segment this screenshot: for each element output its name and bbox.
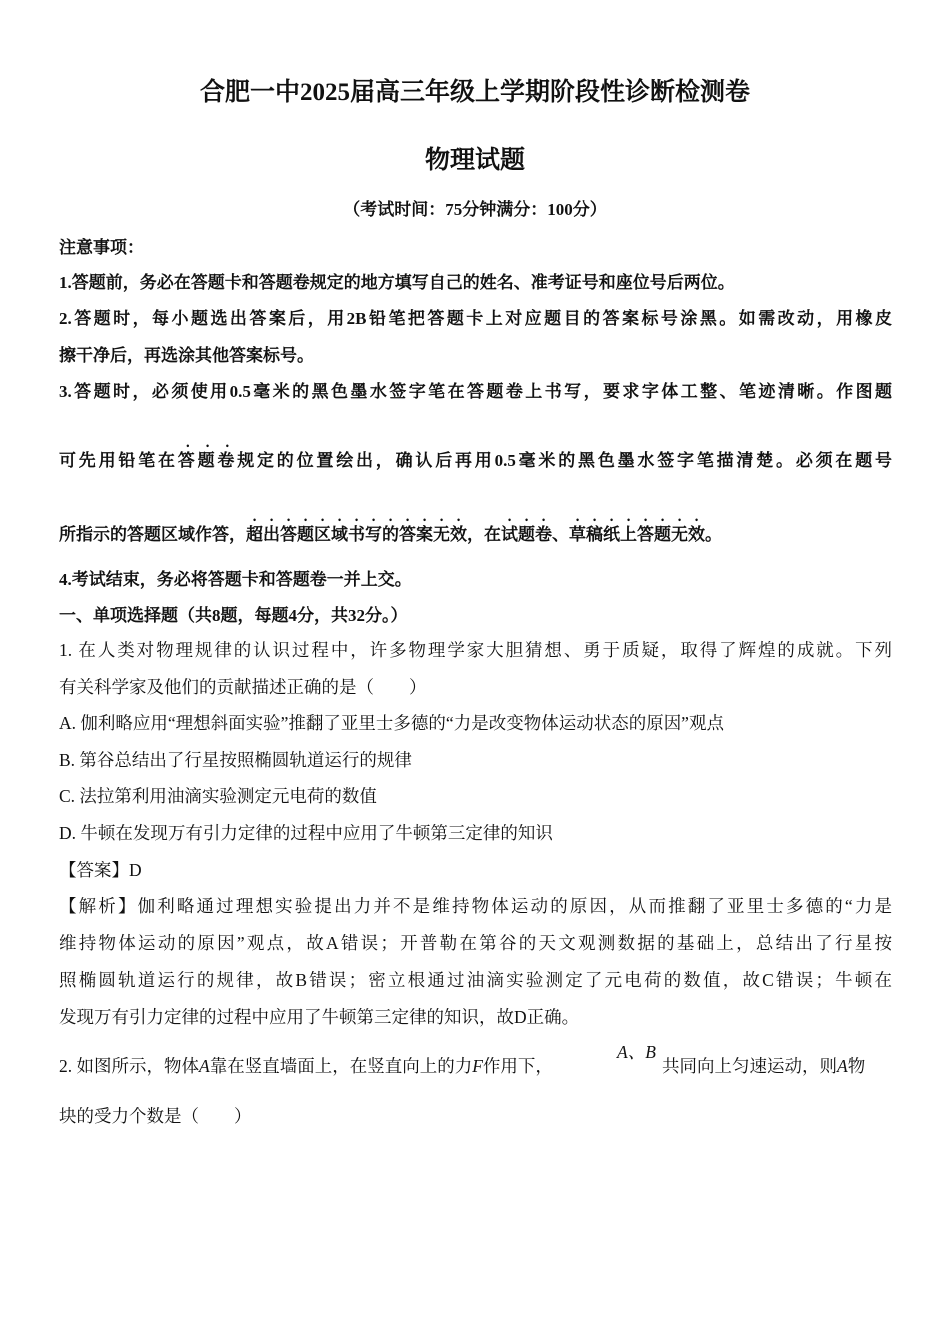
q2-text: 2. 如图所示，物体 — [59, 1056, 199, 1076]
note-2-line-1: 2.答题时，每小题选出答案后，用2B铅笔把答题卡上对应题目的答案标号涂黑。如需改动，用橡皮 — [59, 309, 892, 328]
note-3-line-1: 3.答题时，必须使用0.5毫米的黑色墨水签字笔在答题卷上书写，要求字体工整、笔迹清晰。作图题 — [59, 382, 892, 401]
emphasis-out-of-area-invalid: 超出答题区域书写的答案无效 — [246, 525, 467, 544]
note-3-text: 、 — [552, 525, 569, 544]
note-3-text: 所指示的答题区域作答， — [59, 525, 246, 544]
q1-explanation-line-3: 照椭圆轨道运行的规律，故B错误；密立根通过油滴实验测定了元电荷的数值，故C错误；牛顿在 — [59, 970, 892, 990]
q2-stem-line-1 — [59, 1042, 892, 1079]
q1-option-a: A. 伽利略应用“理想斜面实验”推翻了亚里士多德的“力是改变物体运动状态的原因”观点 — [59, 713, 724, 733]
q2-stem-line-2: 块的受力个数是（ ） — [59, 1106, 252, 1126]
q2-text: 作用下， — [482, 1056, 553, 1076]
note-3-line-3 — [59, 515, 722, 545]
note-3-text: 规定的位置绘出，确认后再用0.5毫米的黑色墨水签字笔描清楚。必须在题号 — [237, 451, 893, 470]
q1-option-b: B. 第谷总结出了行星按照椭圆轨道运行的规律 — [59, 750, 412, 770]
q1-stem-line-1: 1. 在人类对物理规律的认识过程中，许多物理学家大胆猜想、勇于质疑，取得了辉煌的成就。下列 — [59, 640, 892, 660]
note-4: 4.考试结束，务必将答题卡和答题卷一并上交。 — [59, 570, 412, 589]
q1-explanation-line-2: 维持物体运动的原因”观点，故A错误；开普勒在第谷的天文观测数据的基础上，总结出了行星按 — [59, 933, 892, 953]
q2-text: 共同向上匀速运动，则 — [662, 1056, 837, 1076]
q1-explanation-line-4: 发现万有引力定律的过程中应用了牛顿第三定律的知识，故D正确。 — [59, 1007, 580, 1027]
note-2-line-2: 擦干净后，再选涂其他答案标号。 — [59, 346, 314, 365]
note-3-text: ，在 — [467, 525, 501, 544]
q2-text: 靠在竖直墙面上，在竖直向上的力 — [209, 1056, 473, 1076]
emphasis-test-paper: 试题卷 — [501, 525, 552, 544]
note-3-text: 可先用铅笔在 — [59, 451, 178, 470]
q2-stem-tail — [662, 1053, 865, 1078]
q1-option-c: C. 法拉第利用油滴实验测定元电荷的数值 — [59, 786, 377, 806]
exam-title: 合肥一中2025届高三年级上学期阶段性诊断检测卷 — [199, 79, 750, 106]
section-1-heading: 一、单项选择题（共8题，每题4分，共32分。） — [59, 606, 408, 625]
q1-answer: 【答案】D — [59, 860, 142, 880]
notes-heading: 注意事项： — [59, 238, 144, 257]
note-1: 1.答题前，务必在答题卡和答题卷规定的地方填写自己的姓名、准考证号和座位号后两位。 — [59, 273, 735, 292]
q1-stem-line-2: 有关科学家及他们的贡献描述正确的是（ ） — [59, 677, 427, 697]
emphasis-answer-sheet: 答题卷 — [177, 451, 238, 470]
q2-text: 物 — [847, 1056, 866, 1076]
note-3-line-2 — [59, 441, 892, 471]
q2-variable-a: A — [199, 1056, 210, 1076]
q2-raised-ab: A、B — [617, 1042, 656, 1062]
q2-variable-f: F — [472, 1056, 483, 1076]
emphasis-scratch-paper-invalid: 草稿纸上答题无效 — [569, 525, 705, 544]
note-3-text: 。 — [705, 525, 722, 544]
q1-explanation-line-1: 【解析】伽利略通过理想实验提出力并不是维持物体运动的原因，从而推翻了亚里士多德的“力是 — [59, 896, 892, 916]
exam-info: （考试时间：75分钟满分：100分） — [343, 200, 607, 219]
q1-option-d: D. 牛顿在发现万有引力定律的过程中应用了牛顿第三定律的知识 — [59, 823, 553, 843]
subject-title: 物理试题 — [424, 147, 525, 174]
q2-variable-a: A — [837, 1056, 848, 1076]
